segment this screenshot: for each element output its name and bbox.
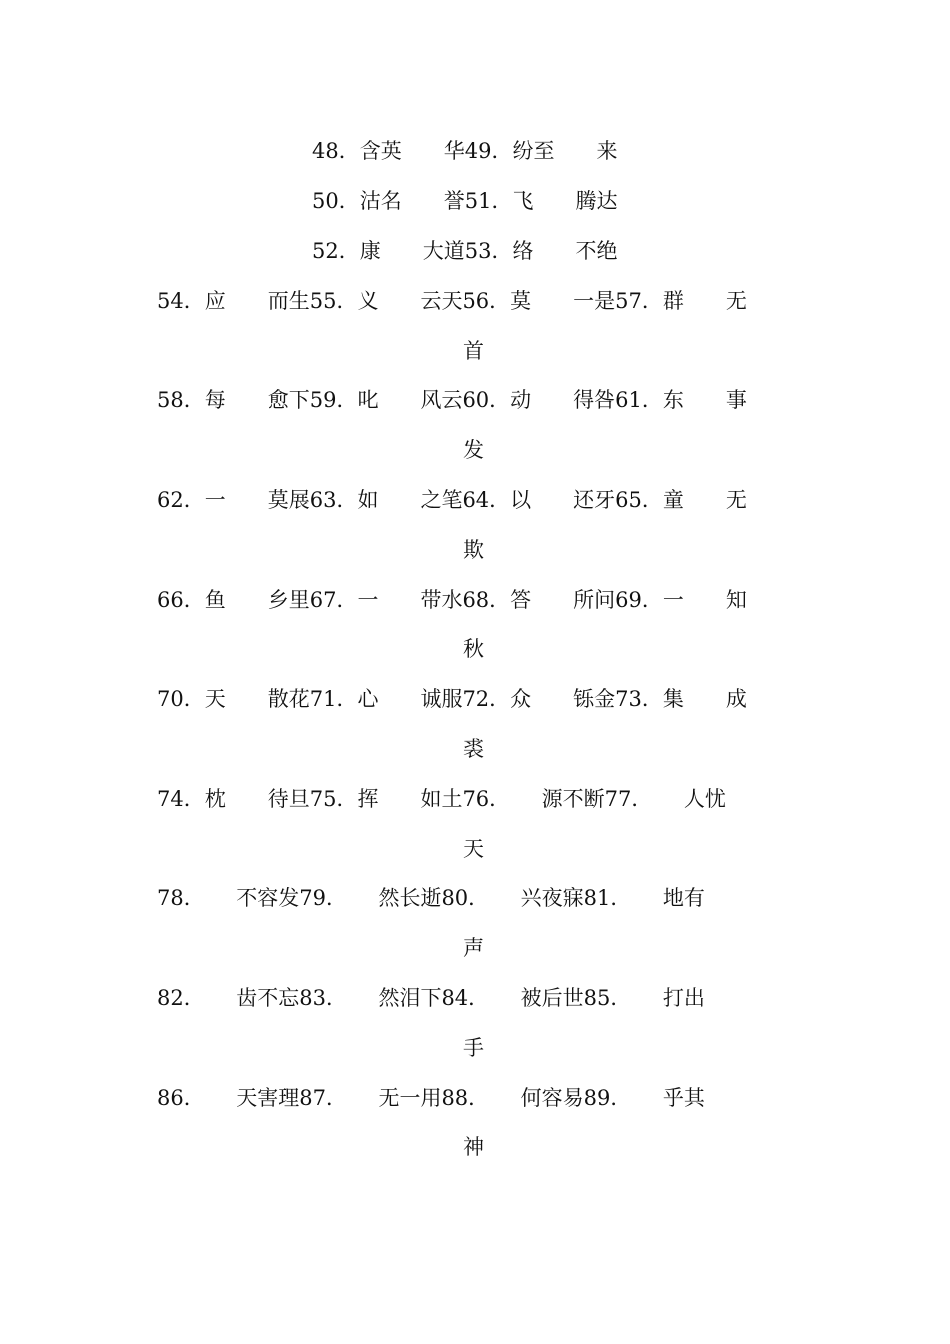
text-line: 48．含英 华49．纷至 来 [312,139,618,163]
text-line-wrap: 秋 [463,637,484,661]
text-line: 82． 齿不忘83． 然泪下84． 被后世85． 打出 [157,986,705,1010]
text-line-wrap: 天 [463,837,484,861]
text-line-wrap: 声 [463,936,484,960]
text-line-wrap: 神 [463,1135,484,1159]
text-line: 50．沽名 誉51．飞 腾达 [312,189,618,213]
text-line: 74．枕 待旦75．挥 如土76． 源不断77． 人忧 [157,787,726,811]
text-line: 62．一 莫展63．如 之笔64．以 还牙65．童 无 [157,488,747,512]
text-line: 70．天 散花71．心 诚服72．众 铄金73．集 成 [157,687,747,711]
text-line: 86． 天害理87． 无一用88． 何容易89． 乎其 [157,1086,705,1110]
text-line-wrap: 欺 [463,538,484,562]
text-line: 54．应 而生55．义 云天56．莫 一是57．群 无 [157,289,747,313]
text-line: 52．康 大道53．络 不绝 [312,239,618,263]
text-line-wrap: 手 [463,1036,484,1060]
text-line: 66．鱼 乡里67．一 带水68．答 所问69．一 知 [157,588,747,612]
text-line-wrap: 首 [463,339,484,363]
text-line: 78． 不容发79． 然长逝80． 兴夜寐81． 地有 [157,886,705,910]
text-line: 58．每 愈下59．叱 风云60．动 得咎61．东 事 [157,388,747,412]
text-line-wrap: 发 [463,438,484,462]
text-line-wrap: 裘 [463,737,484,761]
